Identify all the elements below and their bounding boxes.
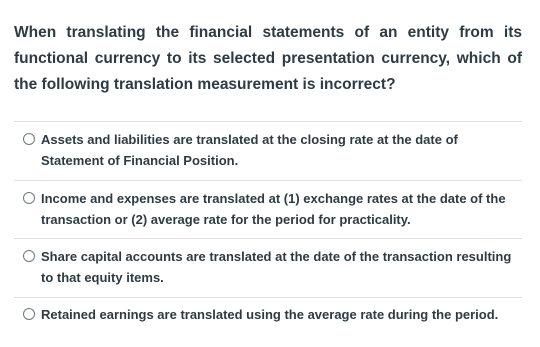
answer-option-2[interactable] <box>14 180 522 238</box>
question-text: When translating the financial statements of an entity from its functional currency to its selected presentation currency, which of the following translation measurement is incorrect? <box>14 24 522 93</box>
answer-label-1[interactable]: Assets and liabilities are translated at the closing rate at the date of Statement of Financial Position. <box>41 132 458 168</box>
radio-button-3[interactable] <box>23 250 35 262</box>
answer-label-2[interactable]: Income and expenses are translated at (1) exchange rates at the date of the transaction or (2) average rate for the period for practicality. <box>41 191 506 227</box>
answer-option-3[interactable] <box>14 238 522 297</box>
answer-label-3[interactable]: Share capital accounts are translated at the date of the transaction resulting to that equity items. <box>41 249 512 285</box>
answer-list <box>14 121 522 334</box>
radio-button-2[interactable] <box>23 192 35 204</box>
radio-button-4[interactable] <box>23 308 35 320</box>
answer-option-1[interactable] <box>14 121 522 180</box>
answer-option-4[interactable] <box>14 297 522 334</box>
answer-label-4[interactable]: Retained earnings are translated using the average rate during the period. <box>41 307 499 322</box>
radio-button-1[interactable] <box>23 133 35 145</box>
